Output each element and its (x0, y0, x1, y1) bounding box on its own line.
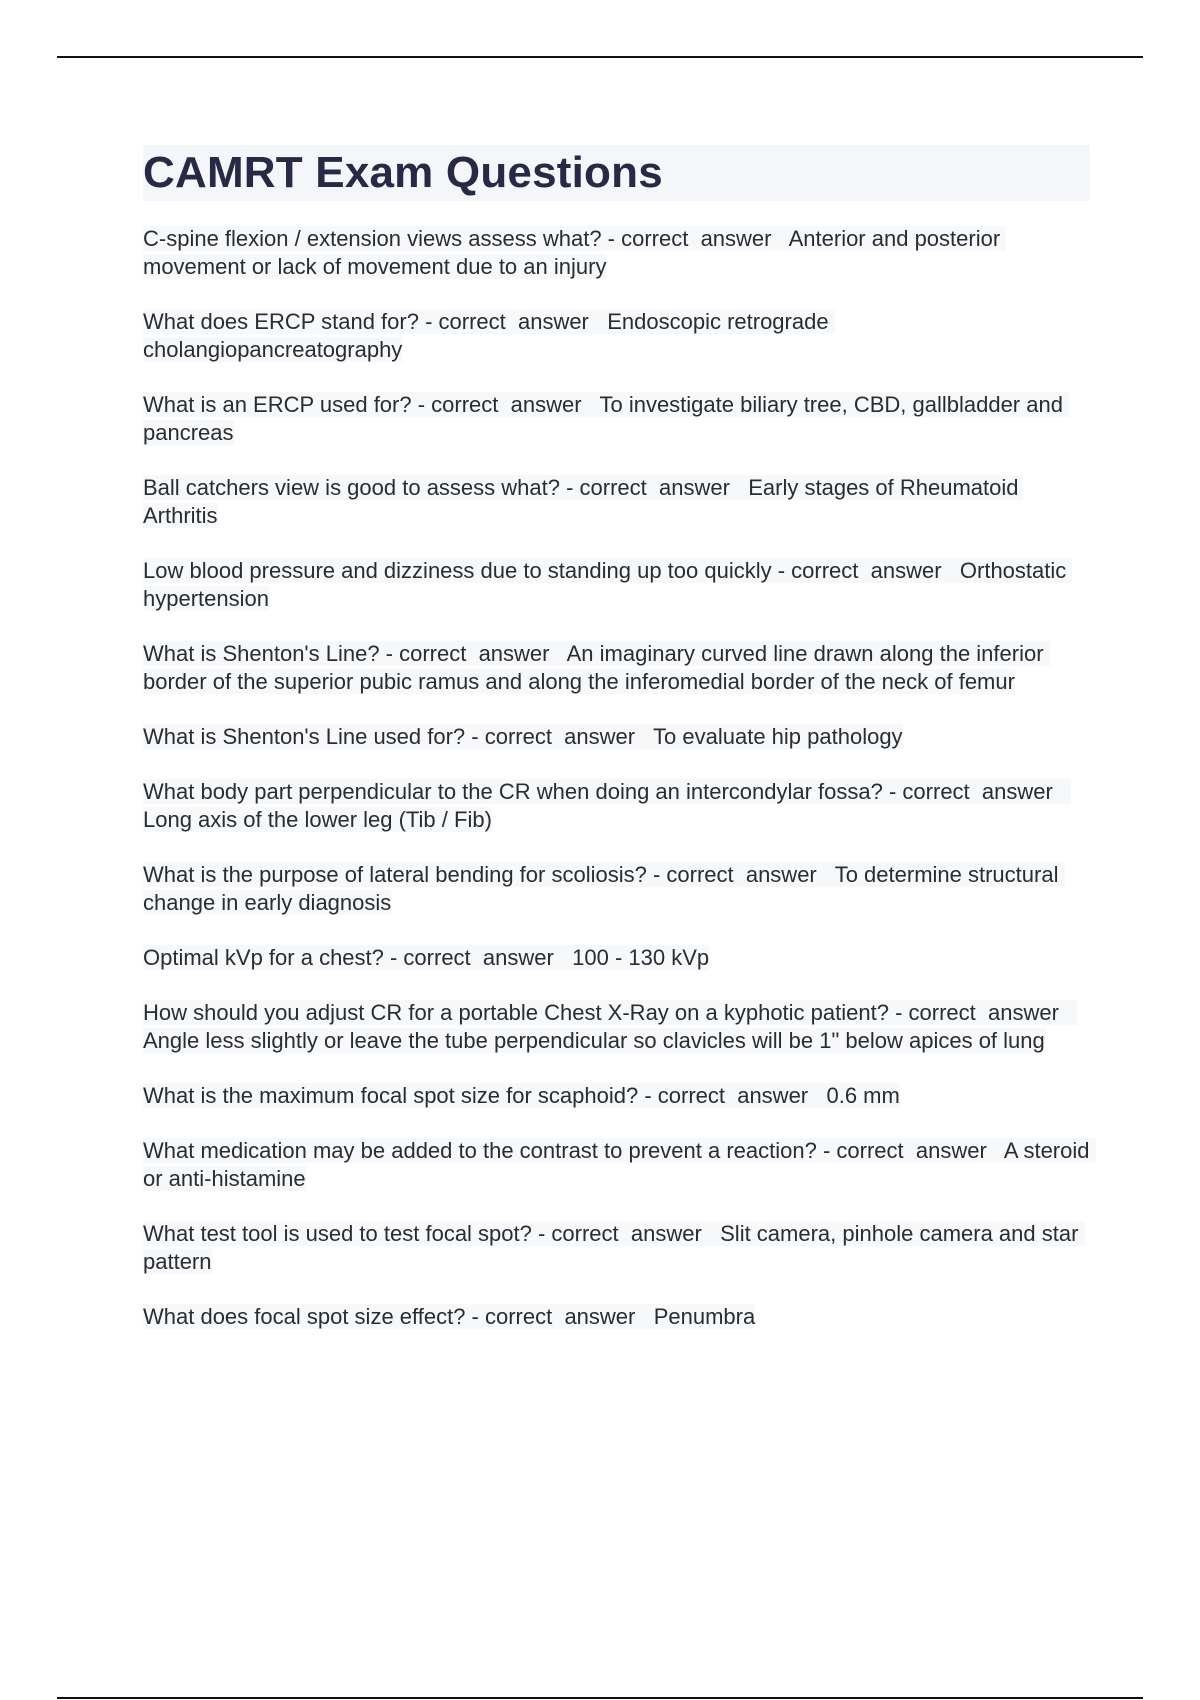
qa-item (143, 474, 1090, 530)
top-divider (57, 56, 1143, 58)
qa-item (143, 861, 1090, 917)
qa-item (143, 1303, 1090, 1331)
qa-text: What does focal spot size effect? - correct answer Penumbra (143, 1304, 756, 1329)
qa-item (143, 723, 1090, 751)
qa-item (143, 1137, 1096, 1193)
qa-text: What test tool is used to test focal spot? - correct answer Slit camera, pinhole camera and star pattern (143, 1221, 1085, 1274)
qa-text: What is the maximum focal spot size for scaphoid? - correct answer 0.6 mm (143, 1083, 900, 1108)
qa-item (143, 308, 1090, 364)
qa-text: Optimal kVp for a chest? - correct answer 100 - 130 kVp (143, 945, 710, 970)
bottom-divider (57, 1697, 1143, 1699)
qa-text: What is the purpose of lateral bending for scoliosis? - correct answer To determine structural change in early diagnosis (143, 862, 1065, 915)
qa-text: What medication may be added to the contrast to prevent a reaction? - correct answer A steroid or anti-histamine (143, 1138, 1096, 1191)
page-title: CAMRT Exam Questions (143, 148, 663, 197)
qa-item (143, 225, 1090, 281)
qa-item (143, 640, 1090, 696)
qa-item (143, 944, 1090, 972)
qa-item (143, 778, 1090, 834)
qa-text: Low blood pressure and dizziness due to standing up too quickly - correct answer Orthostatic hypertension (143, 558, 1073, 611)
qa-item (143, 1220, 1090, 1276)
qa-item (143, 999, 1090, 1055)
qa-text: What is Shenton's Line used for? - correct answer To evaluate hip pathology (143, 724, 903, 749)
qa-text: What body part perpendicular to the CR when doing an intercondylar fossa? - correct answer Long axis of the lower leg (Tib / Fib) (143, 779, 1072, 832)
qa-text: What is Shenton's Line? - correct answer An imaginary curved line drawn along the inferior border of the superior pubic ramus and along the inferomedial border of the neck of femur (143, 641, 1050, 694)
qa-item (143, 391, 1090, 447)
qa-text: C-spine flexion / extension views assess what? - correct answer Anterior and posterior movement or lack of movement due to an injury (143, 226, 1007, 279)
qa-list (143, 225, 1096, 1331)
qa-text: Ball catchers view is good to assess what? - correct answer Early stages of Rheumatoid Arthritis (143, 475, 1024, 528)
qa-item (143, 557, 1090, 613)
qa-text: What is an ERCP used for? - correct answer To investigate biliary tree, CBD, gallbladder and pancreas (143, 392, 1070, 445)
qa-text: How should you adjust CR for a portable Chest X-Ray on a kyphotic patient? - correct answer Angle less slightly or leave the tube perpendicular so clavicles will be 1" below apices of lung (143, 1000, 1078, 1053)
qa-item (143, 1082, 1090, 1110)
qa-text: What does ERCP stand for? - correct answer Endoscopic retrograde cholangiopancreatography (143, 309, 835, 362)
title-band (143, 145, 1090, 201)
document-body (143, 145, 1096, 1358)
